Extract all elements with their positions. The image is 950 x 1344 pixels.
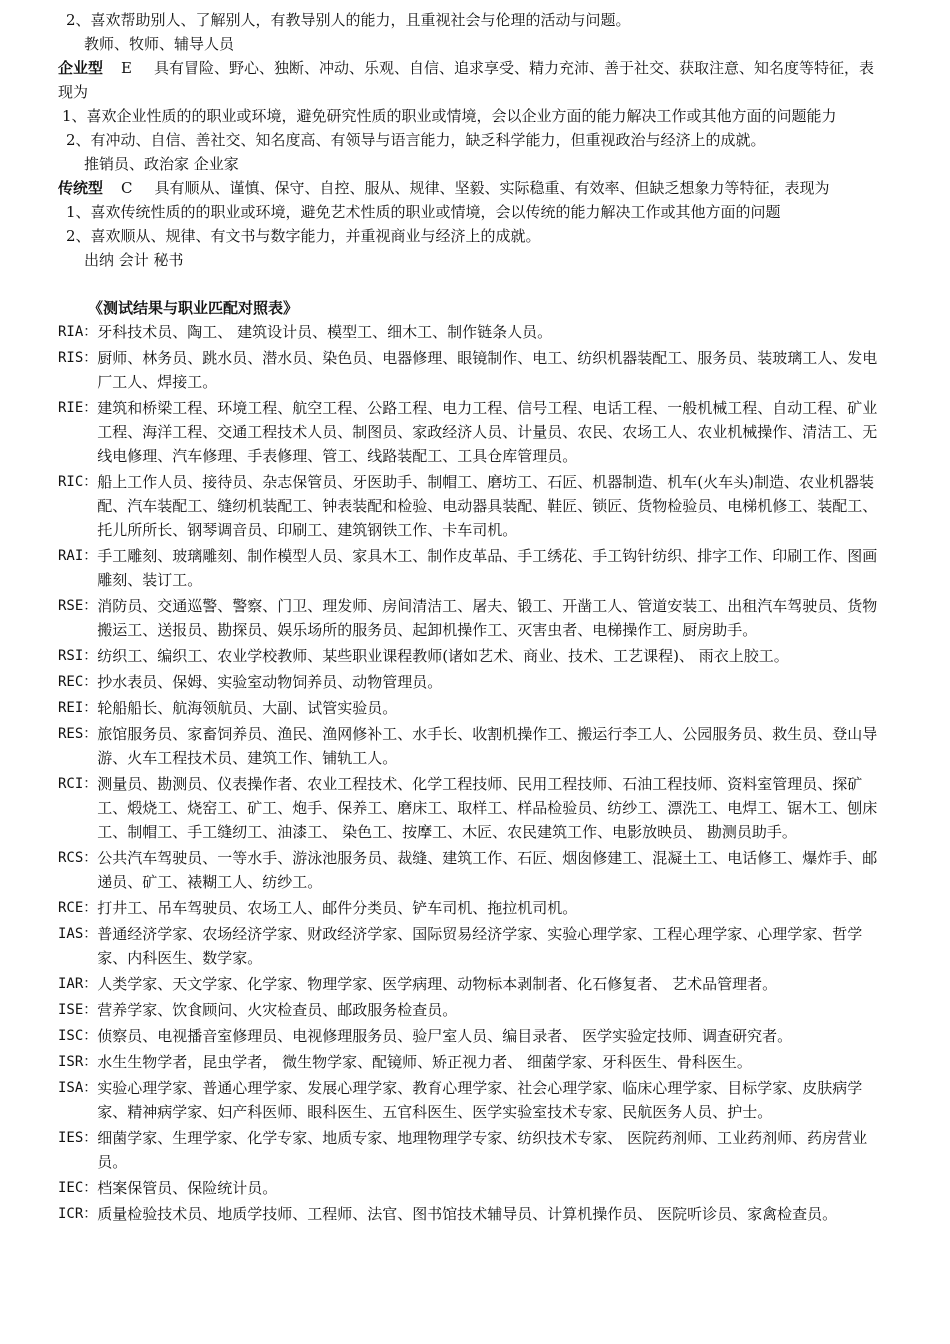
match-code: IAS： — [58, 926, 98, 942]
match-entry — [58, 544, 888, 592]
match-jobs: 轮船船长、航海领航员、大副、试管实验员。 — [97, 699, 398, 717]
match-jobs: 厨师、林务员、跳水员、潜水员、染色员、电器修理、眼镜制作、电工、纺织机器装配工、服务员、装玻璃工人、发电厂工人、焊接工。 — [97, 349, 878, 391]
match-code: RES： — [58, 726, 98, 742]
match-entry — [58, 470, 888, 542]
match-jobs: 牙科技术员、陶工、 建筑设计员、模型工、细木工、制作链条人员。 — [97, 323, 553, 341]
match-code: ISE： — [58, 1002, 98, 1018]
match-code: IES： — [58, 1130, 98, 1146]
match-entry — [58, 972, 888, 996]
match-code: RSI： — [58, 648, 98, 664]
match-code: ISC： — [58, 1028, 98, 1044]
conventional-item-2: 2、喜欢顺从、规律、有文书与数字能力，并重视商业与经济上的成就。 — [66, 227, 541, 245]
match-entry — [58, 1024, 888, 1048]
match-jobs: 人类学家、天文学家、化学家、物理学家、医学病理、动物标本剥制者、化石修复者、 艺术品管理者。 — [97, 975, 778, 993]
match-table — [58, 320, 888, 1226]
match-entry — [58, 396, 888, 468]
match-entry — [58, 1202, 888, 1226]
match-jobs: 消防员、交通巡警、警察、门卫、理发师、房间清洁工、屠夫、锻工、开凿工人、管道安装工、出租汽车驾驶员、货物搬运工、送报员、勘探员、娱乐场所的服务员、起卸机操作工、灭害虫者、电梯操作工、厨房助手。 — [97, 597, 878, 639]
match-jobs: 船上工作人员、接待员、杂志保管员、牙医助手、制帽工、磨坊工、石匠、机器制造、机车(火车头)制造、农业机器装配、汽车装配工、缝纫机装配工、钟表装配和检验、电动器具装配、鞋匠、锁匠、货物检验员、电梯机修工、装配工、托儿所所长、钢琴调音员、印刷工、建筑钢铁工作、卡车司机。 — [97, 473, 878, 539]
match-jobs: 水生生物学者，昆虫学者， 微生物学家、配镜师、矫正视力者、 细菌学家、牙科医生、骨科医生。 — [97, 1053, 752, 1071]
match-entry — [58, 670, 888, 694]
match-code: RCE： — [58, 900, 98, 916]
match-jobs: 手工雕刻、玻璃雕刻、制作模型人员、家具木工、制作皮革品、手工绣花、手工钩针纺织、排字工作、印刷工作、图画雕刻、装订工。 — [97, 547, 878, 589]
match-code: RIS： — [58, 350, 98, 366]
match-code: RIA： — [58, 324, 98, 340]
match-jobs: 档案保管员、保险统计员。 — [97, 1179, 278, 1197]
match-jobs: 纺织工、编织工、农业学校教师、某些职业课程教师(诸如艺术、商业、技术、工艺课程)、 雨衣上胶工。 — [97, 647, 789, 665]
match-code: RIE： — [58, 400, 98, 416]
enterprise-jobs: 推销员、政治家 企业家 — [84, 155, 239, 173]
match-entry — [58, 846, 888, 894]
enterprise-type-name: 企业型 — [58, 59, 104, 77]
match-entry — [58, 772, 888, 844]
match-jobs: 旅馆服务员、家畜饲养员、渔民、渔网修补工、水手长、收割机操作工、搬运行李工人、公园服务员、救生员、登山导游、火车工程技术员、建筑工作、铺轨工人。 — [97, 725, 878, 767]
match-jobs: 测量员、勘测员、仪表操作者、农业工程技术、化学工程技师、民用工程技师、石油工程技师、资料室管理员、探矿工、煅烧工、烧窑工、矿工、炮手、保养工、磨床工、取样工、样品检验员、纺纱工、漂洗工、电焊工、锯木工、刨床工、制帽工、手工缝纫工、油漆工、 染色工、按摩工、木匠、农民建筑工作、电影放映员、 勘测员助手。 — [97, 775, 878, 841]
match-entry — [58, 696, 888, 720]
match-jobs: 建筑和桥梁工程、环境工程、航空工程、公路工程、电力工程、信号工程、电话工程、一般机械工程、自动工程、矿业工程、海洋工程、交通工程技术人员、制图员、家政经济人员、计量员、农民、农场工人、农业机械操作、清洁工、无线电修理、汽车修理、手表修理、管工、线路装配工、工具仓库管理员。 — [97, 399, 878, 465]
match-jobs: 营养学家、饮食顾问、火灾检查员、邮政服务检查员。 — [97, 1001, 458, 1019]
match-entry — [58, 594, 888, 642]
match-entry — [58, 998, 888, 1022]
match-entry — [58, 896, 888, 920]
match-code: ISR： — [58, 1054, 98, 1070]
enterprise-item-1: 1、喜欢企业性质的的职业或环境，避免研究性质的职业或情境，会以企业方面的能力解决工作或其他方面的问题能力 — [62, 107, 837, 125]
match-code: REI： — [58, 700, 98, 716]
enterprise-type-desc: 具有冒险、野心、独断、冲动、乐观、自信、追求享受、精力充沛、善于社交、获取注意、知名度等特征，表现为 — [58, 59, 874, 101]
match-entry — [58, 346, 888, 394]
match-entry — [58, 1126, 888, 1174]
match-jobs: 侦察员、电视播音室修理员、电视修理服务员、验尸室人员、编目录者、 医学实验定技师、调查研究者。 — [97, 1027, 793, 1045]
match-jobs: 普通经济学家、农场经济学家、财政经济学家、国际贸易经济学家、实验心理学家、工程心理学家、心理学家、哲学家、内科医生、数学家。 — [97, 925, 863, 967]
conventional-type-header — [58, 176, 888, 200]
table-title: 《测试结果与职业匹配对照表》 — [88, 299, 299, 317]
match-jobs: 实验心理学家、普通心理学家、发展心理学家、教育心理学家、社会心理学家、临床心理学家、目标学家、皮肤病学家、精神病学家、妇产科医师、眼科医生、五官科医生、医学实验室技术专家、民航医务人员、护士。 — [97, 1079, 863, 1121]
match-jobs: 质量检验技术员、地质学技师、工程师、法官、图书馆技术辅导员、计算机操作员、 医院听诊员、家禽检查员。 — [97, 1205, 838, 1223]
match-code: ICR： — [58, 1206, 98, 1222]
conventional-jobs: 出纳 会计 秘书 — [84, 251, 184, 269]
match-code: RCI： — [58, 776, 98, 792]
social-jobs: 教师、牧师、辅导人员 — [84, 35, 235, 53]
conventional-type-name: 传统型 — [58, 179, 104, 197]
match-entry — [58, 1050, 888, 1074]
enterprise-type-code: E — [121, 59, 132, 77]
match-code: IEC： — [58, 1180, 98, 1196]
match-code: RAI： — [58, 548, 98, 564]
match-entry — [58, 644, 888, 668]
match-jobs: 抄水表员、保姆、实验室动物饲养员、动物管理员。 — [97, 673, 443, 691]
conventional-item-1: 1、喜欢传统性质的的职业或环境，避免艺术性质的职业或情境，会以传统的能力解决工作或其他方面的问题 — [66, 203, 781, 221]
match-entry — [58, 922, 888, 970]
match-jobs: 公共汽车驾驶员、一等水手、游泳池服务员、裁缝、建筑工作、石匠、烟囱修建工、混凝土工、电话修工、爆炸手、邮递员、矿工、裱糊工人、纺纱工。 — [97, 849, 878, 891]
enterprise-item-2: 2、有冲动、自信、善社交、知名度高、有领导与语言能力，缺乏科学能力，但重视政治与经济上的成就。 — [66, 131, 766, 149]
section-gap — [58, 272, 888, 296]
match-entry — [58, 1076, 888, 1124]
conventional-type-code: C — [121, 179, 133, 197]
match-jobs: 打井工、吊车驾驶员、农场工人、邮件分类员、铲车司机、拖拉机司机。 — [97, 899, 578, 917]
match-code: RCS： — [58, 850, 98, 866]
enterprise-type-header — [58, 56, 888, 104]
match-jobs: 细菌学家、生理学家、化学专家、地质专家、地理物理学专家、纺织技术专家、 医院药剂师、工业药剂师、药房营业员。 — [97, 1129, 868, 1171]
match-entry — [58, 1176, 888, 1200]
conventional-type-desc: 具有顺从、谨慎、保守、自控、服从、规律、坚毅、实际稳重、有效率、但缺乏想象力等特征，表现为 — [154, 179, 830, 197]
match-code: RSE： — [58, 598, 98, 614]
match-code: ISA： — [58, 1080, 98, 1096]
match-entry — [58, 320, 888, 344]
match-code: REC： — [58, 674, 98, 690]
match-entry — [58, 722, 888, 770]
social-item-2: 2、喜欢帮助别人、了解别人，有教导别人的能力，且重视社会与伦理的活动与问题。 — [66, 11, 631, 29]
match-code: IAR： — [58, 976, 98, 992]
match-code: RIC： — [58, 474, 98, 490]
